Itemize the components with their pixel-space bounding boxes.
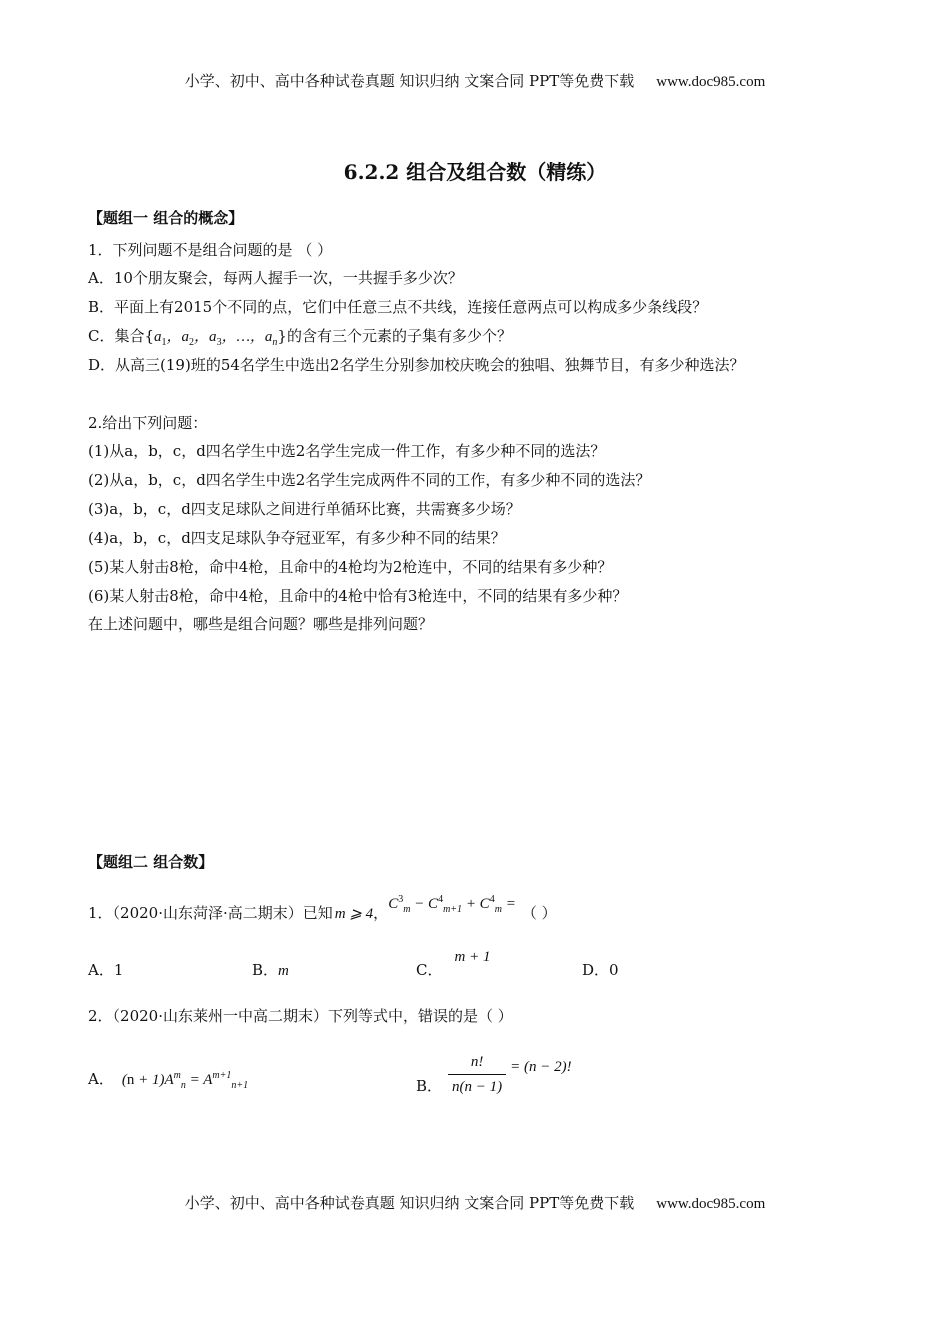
g1-q2-item: (1)从a，b，c，d四名学生中选2名学生完成一件工作，有多少种不同的选法？: [88, 442, 606, 460]
g1-q2-item: (2)从a，b，c，d四名学生中选2名学生完成两件不同的工作，有多少种不同的选法？: [88, 471, 651, 489]
g1-q1-c-suffix: }的含有三个元素的子集有多少个？: [277, 327, 512, 345]
g1-q1-c-prefix: C．集合{: [88, 327, 155, 345]
g2-q2-option-a: [88, 1066, 248, 1096]
g1-q1-option-a: A．10个朋友聚会，每两人握手一次，一共握手多少次？: [88, 269, 463, 287]
g2-q1-b-value: m: [278, 963, 289, 979]
group1-heading: 【题组一 组合的概念】: [88, 209, 244, 227]
g1-q2-stem: 2.给出下列问题：: [88, 414, 208, 432]
g2-q1-expression: $C^3_m - C^4_{m+1} + C^4_m$ =: [388, 894, 516, 915]
g2-q2-stem: 2．（2020·山东莱州一中高二期末）下列等式中，错误的是（ ）: [88, 1007, 513, 1025]
g2-q1-paren: （ ）: [521, 904, 557, 922]
group2-heading: 【题组二 组合数】: [88, 853, 214, 871]
header-text: 小学、初中、高中各种试卷真题 知识归纳 文案合同 PPT等免费下载: [184, 72, 635, 90]
g2-q1-prefix: 1．（2020·山东菏泽·高二期末）已知: [88, 904, 333, 922]
g2-q2-option-b: [416, 1052, 572, 1097]
page-footer: [0, 1192, 950, 1213]
g1-q2-item: (5)某人射击8枪，命中4枪，且命中的4枪均为2枪连中，不同的结果有多少种？: [88, 558, 613, 576]
g2-q1-comma: ，: [373, 904, 389, 922]
g2-q1-b-label: B．: [252, 961, 279, 979]
header-site: www.doc985.com: [656, 74, 766, 90]
g2-q1-c-value: m + 1: [454, 949, 491, 965]
g2-q1-option-a: A．1: [88, 961, 124, 979]
g2-q1-option-b: [252, 960, 289, 981]
g2-q2-b-numerator: n!: [448, 1052, 506, 1075]
g1-q2-item: (3)a，b，c，d四支足球队之间进行单循环比赛，共需赛多少场？: [88, 500, 521, 518]
g1-q1-option-d: D．从高三(19)班的54名学生中选出2名学生分别参加校庆晚会的独唱、独舞节目，有多少种选法？: [88, 356, 745, 374]
g1-q1-option-b: B．平面上有2015个不同的点，它们中任意三点不共线，连接任意两点可以构成多少条线段？: [88, 298, 708, 316]
g1-q1-option-c: [88, 326, 512, 353]
g2-q2-b-fraction: [448, 1052, 506, 1097]
g1-q2-item: (6)某人射击8枪，命中4枪，且命中的4枪中恰有3枪连中，不同的结果有多少种？: [88, 587, 628, 605]
footer-site: www.doc985.com: [656, 1196, 766, 1212]
g1-q2-closing: 在上述问题中，哪些是组合问题？哪些是排列问题？: [88, 615, 434, 633]
g2-q2-b-denominator: n(n − 1): [452, 1079, 503, 1095]
g2-q1-c-label: C．: [416, 961, 443, 979]
page-header: [0, 70, 950, 91]
g2-q1-option-c: [416, 949, 491, 981]
footer-text: 小学、初中、高中各种试卷真题 知识归纳 文案合同 PPT等免费下载: [184, 1194, 635, 1212]
page-title: 6.2.2 组合及组合数（精练）: [343, 160, 607, 184]
g2-q1-stem: [88, 894, 557, 930]
g1-q1-stem: 1．下列问题不是组合问题的是 （ ）: [88, 241, 333, 259]
g2-q2-b-label: B．: [416, 1076, 443, 1095]
g2-q2-b-rhs: = (n − 2)!: [510, 1058, 572, 1075]
g1-q2-item: (4)a，b，c，d四支足球队争夺冠亚军，有多少种不同的结果？: [88, 529, 506, 547]
set-elements: $a_1$，$a_2$，$a_3$，…，$a_n$: [154, 329, 278, 348]
g2-q1-option-d: D．0: [582, 961, 619, 979]
g2-q2-a-equation: $(n + 1)A^m_n = A^{m+1}_{n+1}$: [121, 1070, 249, 1091]
g2-q1-condition: m ⩾ 4: [334, 906, 374, 922]
g2-q2-a-label: A．: [88, 1070, 114, 1088]
